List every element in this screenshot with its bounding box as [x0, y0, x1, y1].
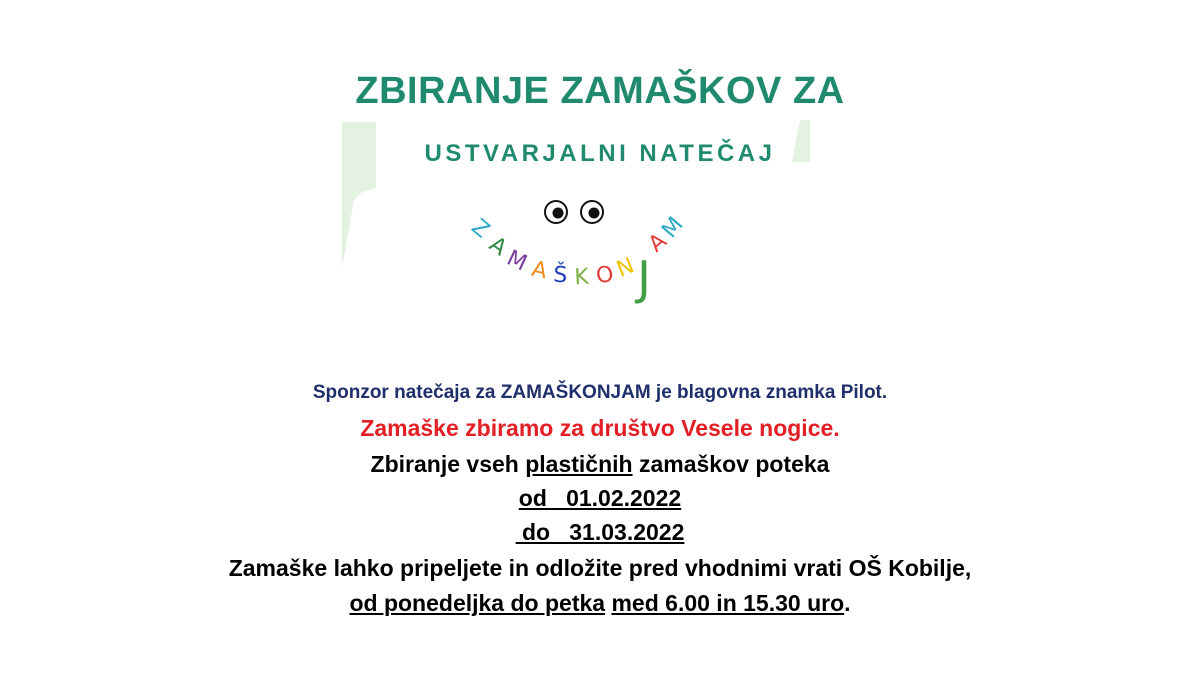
dropoff-days: od ponedeljka do petka — [349, 590, 606, 616]
charity-text: Zamaške zbiramo za društvo Vesele nogice. — [360, 415, 840, 441]
dropoff-hours-end: . — [844, 590, 851, 616]
banner-title: ZBIRANJE ZAMAŠKOV ZA — [355, 70, 845, 112]
dropoff-hours — [0, 590, 1200, 617]
logo-letter-8: N — [613, 253, 638, 283]
logo-letter-2: A — [484, 232, 512, 262]
logo-letter-5: Š — [552, 262, 568, 289]
sponsor-text: Sponzor natečaja za ZAMAŠKONJAM je blagovna znamka Pilot. — [312, 382, 888, 403]
logo-letter-10: A — [644, 228, 672, 258]
banner-subtitle: USTVARJALNI NATEČAJ — [424, 140, 776, 167]
logo-letter-9: J — [637, 251, 651, 305]
zamaskonjam-logo — [462, 212, 694, 324]
logo-letter-4: A — [529, 256, 550, 285]
collection-text-end: zamaškov poteka — [632, 451, 830, 477]
logo-letter-3: M — [502, 245, 531, 277]
start-date — [0, 485, 1200, 512]
plastic-word: plastičnih — [525, 451, 633, 477]
end-date — [0, 519, 1200, 546]
end-date-text: do 31.03.2022 — [515, 519, 685, 545]
logo-letter-7: O — [594, 261, 616, 290]
logo-letter-1: Z — [466, 214, 494, 244]
logo-letters — [466, 213, 688, 305]
dropoff-time: med 6.00 in 15.30 uro — [611, 590, 845, 616]
collection-text — [0, 451, 1200, 478]
logo-letter-11: M — [657, 212, 689, 244]
dropoff-location-text: Zamaške lahko pripeljete in odložite pred vhodnimi vrati OŠ Kobilje, — [228, 555, 972, 581]
logo-letter-6: K — [573, 264, 590, 291]
start-date-text: od 01.02.2022 — [518, 485, 682, 511]
collection-text-start: Zbiranje vseh — [370, 451, 526, 477]
